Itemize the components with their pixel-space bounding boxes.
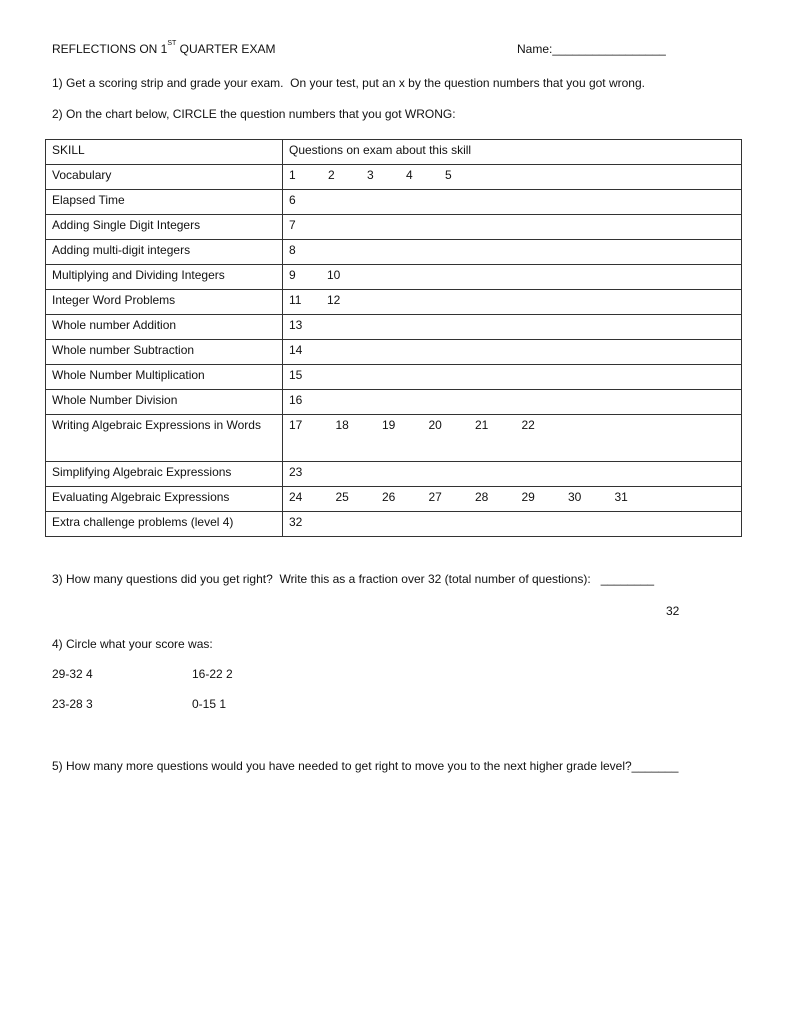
fraction-denominator: 32 bbox=[666, 604, 680, 618]
instruction-step-2: 2) On the chart below, CIRCLE the question numbers that you got WRONG: bbox=[52, 107, 456, 121]
skill-cell: Adding multi-digit integers bbox=[46, 240, 283, 265]
score-option: 29-32 4 bbox=[52, 667, 93, 681]
score-option: 16-22 2 bbox=[192, 667, 233, 681]
questions-cell bbox=[283, 190, 742, 215]
question-number: 3 bbox=[367, 168, 374, 182]
questions-cell bbox=[283, 265, 742, 290]
question-number: 6 bbox=[289, 193, 296, 207]
questions-cell bbox=[283, 512, 742, 537]
table-row bbox=[46, 190, 742, 215]
table-row bbox=[46, 390, 742, 415]
questions-cell bbox=[283, 487, 742, 512]
question-number: 13 bbox=[289, 318, 303, 332]
table-row bbox=[46, 315, 742, 340]
table-row bbox=[46, 487, 742, 512]
skill-cell: Evaluating Algebraic Expressions bbox=[46, 487, 283, 512]
table-row bbox=[46, 240, 742, 265]
question-number: 10 bbox=[327, 268, 341, 282]
skill-cell: Extra challenge problems (level 4) bbox=[46, 512, 283, 537]
score-option: 23-28 3 bbox=[52, 697, 93, 711]
question-3: 3) How many questions did you get right? Write this as a fraction over 32 (total number of questions): ________ bbox=[52, 572, 655, 586]
header-skill: SKILL bbox=[46, 140, 283, 165]
question-number: 2 bbox=[328, 168, 335, 182]
question-number: 9 bbox=[289, 268, 296, 282]
question-numbers bbox=[289, 367, 735, 384]
table-row bbox=[46, 415, 742, 462]
question-number: 18 bbox=[335, 418, 349, 432]
question-numbers bbox=[289, 192, 735, 209]
skill-cell: Adding Single Digit Integers bbox=[46, 215, 283, 240]
questions-cell bbox=[283, 315, 742, 340]
skill-cell: Whole Number Multiplication bbox=[46, 365, 283, 390]
skill-cell: Multiplying and Dividing Integers bbox=[46, 265, 283, 290]
title-superscript: ST bbox=[167, 40, 177, 47]
question-number: 22 bbox=[521, 418, 535, 432]
skill-cell: Whole number Addition bbox=[46, 315, 283, 340]
score-option: 0-15 1 bbox=[192, 697, 227, 711]
page-title: REFLECTIONS ON 1ST QUARTER EXAM bbox=[52, 40, 276, 56]
table-row bbox=[46, 340, 742, 365]
question-number: 29 bbox=[521, 490, 535, 504]
questions-cell bbox=[283, 240, 742, 265]
questions-cell bbox=[283, 415, 742, 462]
table-header-row bbox=[46, 140, 742, 165]
question-number: 4 bbox=[406, 168, 413, 182]
name-field-label: Name:_________________ bbox=[517, 42, 666, 56]
skill-cell: Simplifying Algebraic Expressions bbox=[46, 462, 283, 487]
skill-cell: Whole Number Division bbox=[46, 390, 283, 415]
question-number: 27 bbox=[428, 490, 442, 504]
questions-cell bbox=[283, 365, 742, 390]
question-4: 4) Circle what your score was: bbox=[52, 637, 213, 651]
skill-cell: Writing Algebraic Expressions in Words bbox=[46, 415, 283, 462]
table-row bbox=[46, 512, 742, 537]
skill-cell: Integer Word Problems bbox=[46, 290, 283, 315]
question-numbers bbox=[289, 392, 735, 409]
table-row bbox=[46, 365, 742, 390]
question-number: 26 bbox=[382, 490, 396, 504]
questions-cell bbox=[283, 340, 742, 365]
question-number: 17 bbox=[289, 418, 303, 432]
skill-cell: Vocabulary bbox=[46, 165, 283, 190]
question-number: 24 bbox=[289, 490, 303, 504]
header-questions: Questions on exam about this skill bbox=[283, 140, 742, 165]
instruction-step-1: 1) Get a scoring strip and grade your exam. On your test, put an x by the question numbers that you got wrong. bbox=[52, 76, 645, 90]
question-number: 19 bbox=[382, 418, 396, 432]
question-number: 1 bbox=[289, 168, 296, 182]
question-number: 30 bbox=[568, 490, 582, 504]
question-numbers bbox=[289, 317, 735, 334]
table-row bbox=[46, 462, 742, 487]
question-numbers bbox=[289, 242, 735, 259]
question-numbers bbox=[289, 514, 735, 531]
question-numbers bbox=[289, 342, 735, 359]
questions-cell bbox=[283, 390, 742, 415]
question-number: 12 bbox=[327, 293, 341, 307]
question-number: 32 bbox=[289, 515, 303, 529]
question-numbers bbox=[289, 417, 735, 434]
question-number: 28 bbox=[475, 490, 489, 504]
question-number: 15 bbox=[289, 368, 303, 382]
question-number: 14 bbox=[289, 343, 303, 357]
question-number: 23 bbox=[289, 465, 303, 479]
question-number: 20 bbox=[428, 418, 442, 432]
table-row bbox=[46, 290, 742, 315]
question-numbers bbox=[289, 267, 735, 284]
question-number: 11 bbox=[289, 293, 302, 307]
question-number: 31 bbox=[614, 490, 628, 504]
question-numbers bbox=[289, 464, 735, 481]
questions-cell bbox=[283, 215, 742, 240]
question-numbers bbox=[289, 217, 735, 234]
question-numbers bbox=[289, 292, 735, 309]
table-row bbox=[46, 265, 742, 290]
question-number: 21 bbox=[475, 418, 489, 432]
question-number: 5 bbox=[445, 168, 452, 182]
question-5: 5) How many more questions would you have needed to get right to move you to the next higher grade level?_______ bbox=[52, 759, 679, 773]
questions-cell bbox=[283, 165, 742, 190]
question-numbers bbox=[289, 167, 735, 184]
question-number: 7 bbox=[289, 218, 296, 232]
header bbox=[52, 42, 742, 58]
questions-cell bbox=[283, 290, 742, 315]
skills-table bbox=[45, 139, 742, 537]
question-number: 8 bbox=[289, 243, 296, 257]
questions-cell bbox=[283, 462, 742, 487]
table-row bbox=[46, 215, 742, 240]
table-row bbox=[46, 165, 742, 190]
question-numbers bbox=[289, 489, 735, 506]
question-number: 16 bbox=[289, 393, 303, 407]
question-number: 25 bbox=[335, 490, 349, 504]
skill-cell: Whole number Subtraction bbox=[46, 340, 283, 365]
skill-cell: Elapsed Time bbox=[46, 190, 283, 215]
